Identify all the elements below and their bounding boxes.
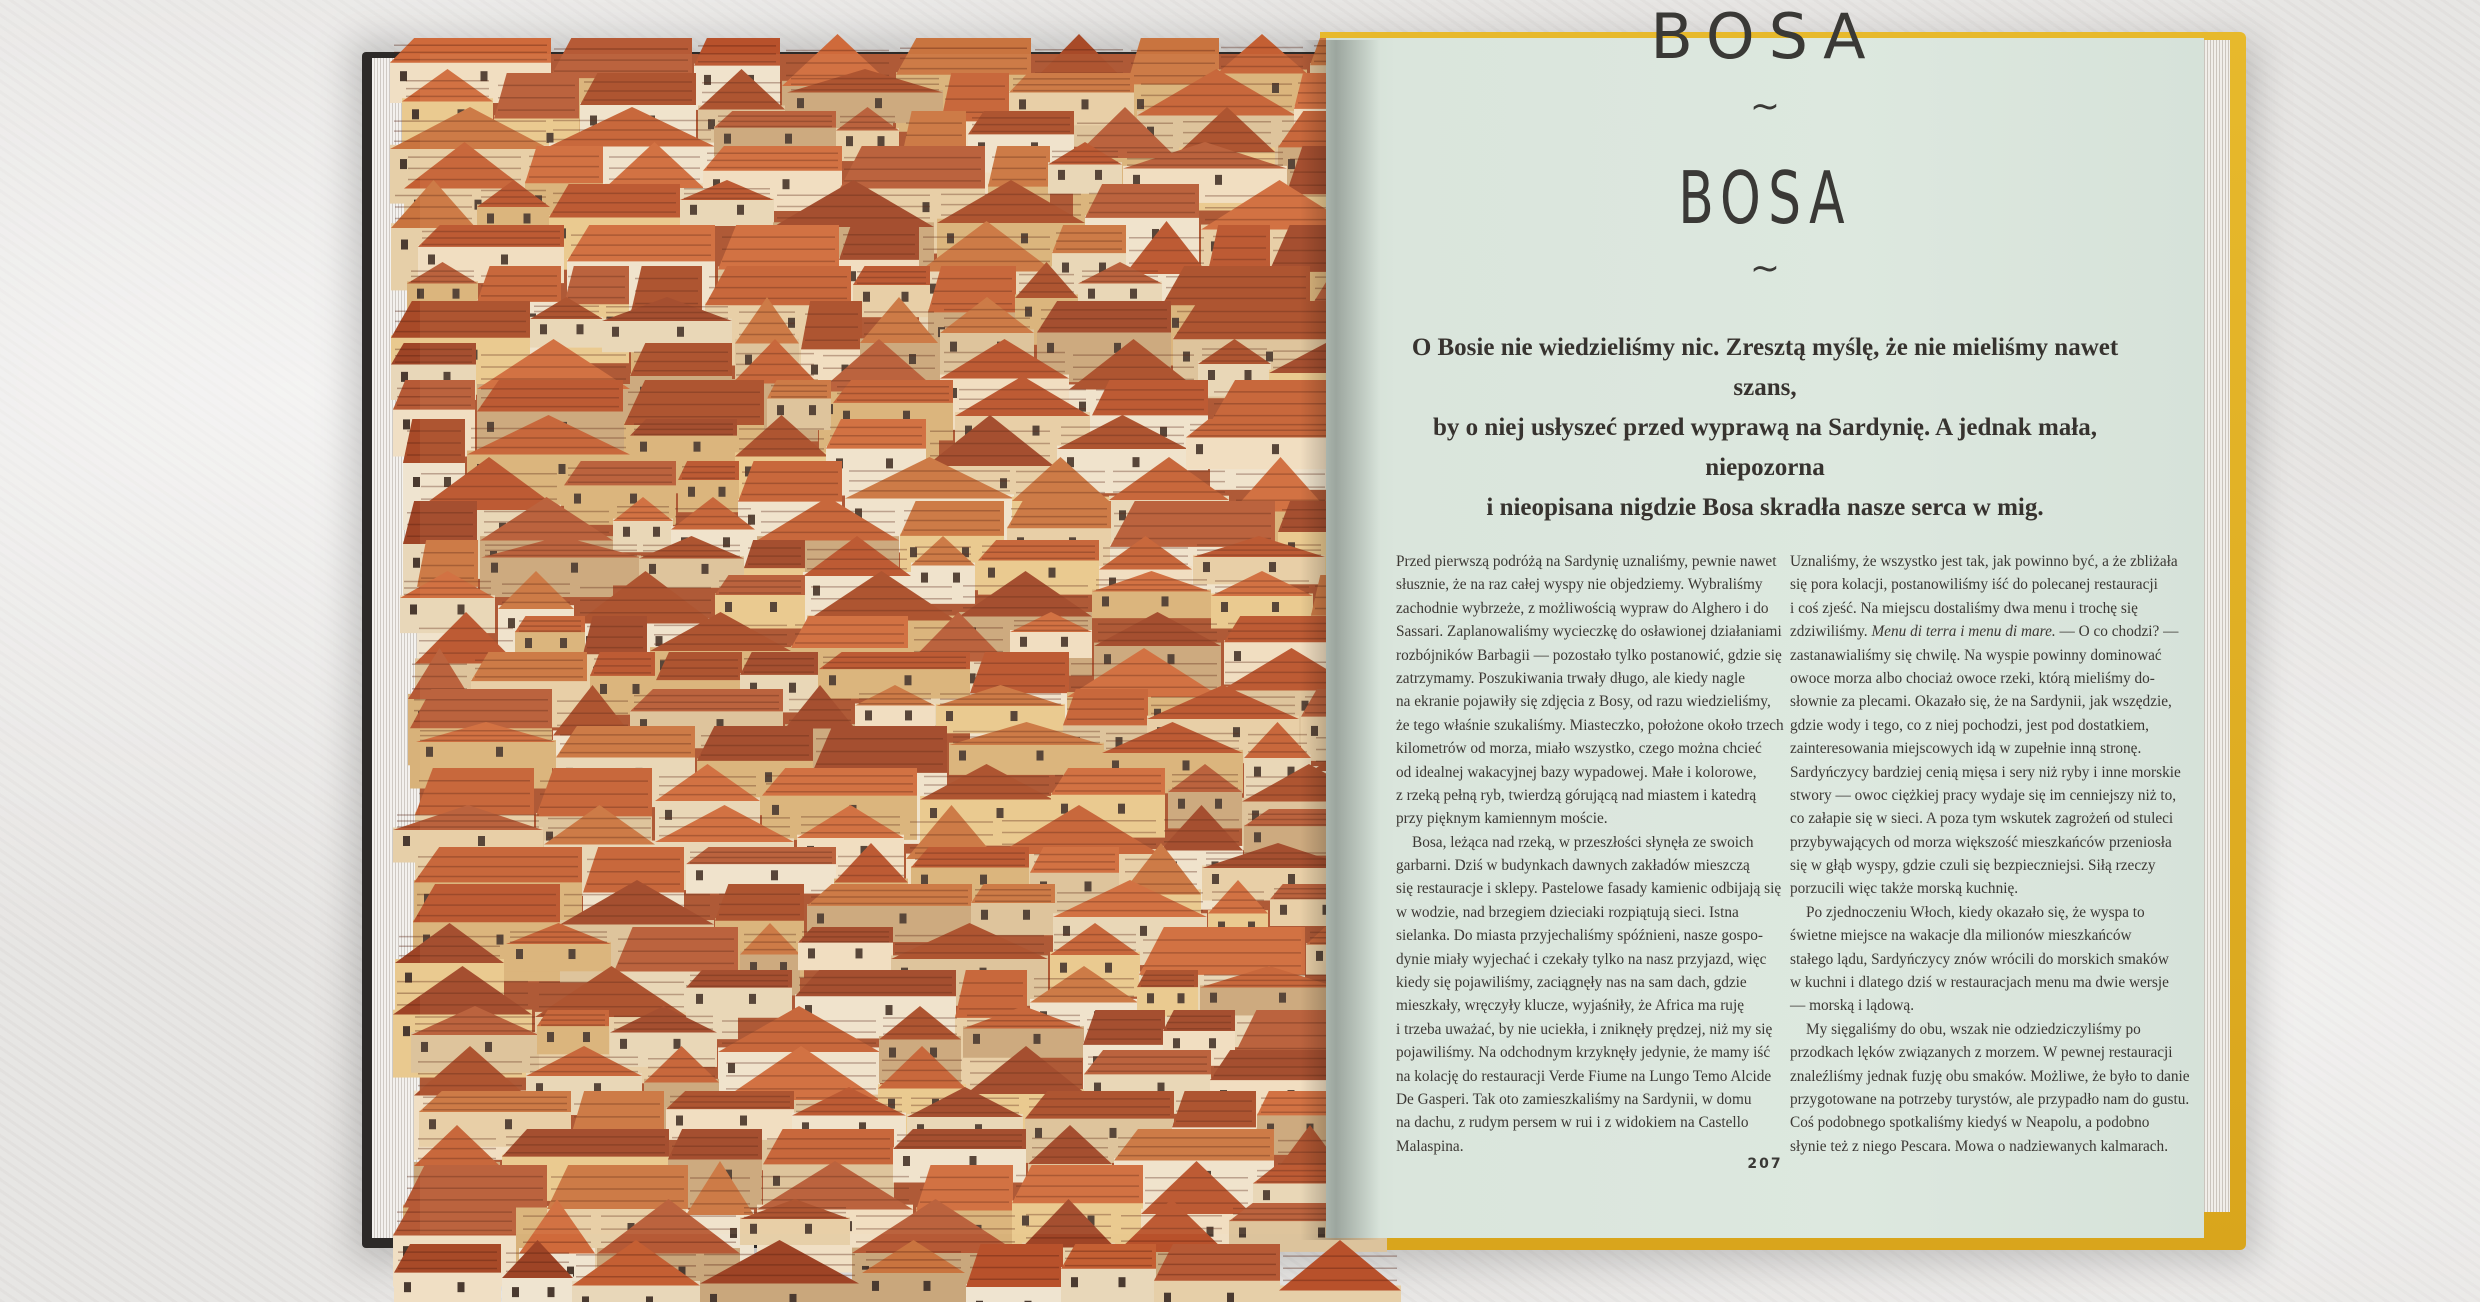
text-line: z rzeką pełną ryb, twierdzą górującą nad miastem i katedrą xyxy=(1396,786,1757,804)
text-line: znaleźliśmy jednak fuzję obu smaków. Możliwe, że było to danie xyxy=(1790,1067,2190,1085)
body-column-right xyxy=(1790,550,2190,1158)
text-line: przy pięknym kamiennym moście. xyxy=(1396,810,1608,828)
text-line: świetne miejsce na wakacje dla milionów mieszkańców xyxy=(1790,927,2132,945)
text-line: sielanka. Do miasta przyjechaliśmy spóźnieni, nasze gospo- xyxy=(1396,927,1764,945)
text-line: pojawiliśmy. Na odchodnym krzyknęły jedynie, że mamy iść xyxy=(1396,1044,1771,1062)
text-line: przodkach lęków związanych z morzem. W pewnej restauracji xyxy=(1790,1044,2173,1062)
text-line: w kuchni i dlatego dziś w restauracjach menu ma dwie wersje xyxy=(1790,974,2169,992)
chapter-title: BOSA xyxy=(1678,156,1852,240)
text-line: od idealnej wakacyjnej bazy wypadowej. Małe i kolorowe, xyxy=(1396,763,1757,781)
text-line: na ekranie pojawiły się zdjęcia z Bosy, od razu wiedzieliśmy, xyxy=(1396,693,1771,711)
text-line: Po zjednoczeniu Włoch, kiedy okazało się, że wyspa to xyxy=(1806,903,2145,921)
text-line: kilometrów od morza, miało wszystko, czego można chcieć xyxy=(1396,740,1762,758)
text-line: słusznie, że na raz całej wyspy nie objedziemy. Wybraliśmy xyxy=(1396,576,1763,594)
page-number: 207 xyxy=(1747,1156,1783,1172)
text-line: i coś zjeść. Na miejscu dostaliśmy dwa menu i trochę się xyxy=(1790,599,2138,617)
text-line: dynie miały wyjechać i czekały tylko na nasz przyjazd, więc xyxy=(1396,950,1767,968)
text-line: zdziwiliśmy. Menu di terra i menu di mare. — O co chodzi? — xyxy=(1790,623,2179,641)
text-line: Bosa, leżąca nad rzeką, w przeszłości słynęła ze swoich xyxy=(1412,833,1754,851)
text-line: De Gasperi. Tak oto zamieszkaliśmy na Sardynii, w domu xyxy=(1396,1090,1752,1108)
text-line: garbarni. Dziś w budynkach dawnych zakładów mieszczą xyxy=(1396,857,1750,875)
text-line: w wodzie, nad brzegiem dzieciaki rozpiątują sieci. Istna xyxy=(1396,903,1739,921)
text-line: My sięgaliśmy do obu, wszak nie odziedziczyliśmy po xyxy=(1806,1020,2141,1038)
text-line: gdzie wody i tego, co z niej pochodzi, jest pod dostatkiem, xyxy=(1790,716,2149,734)
text-line: Przed pierwszą podróżą na Sardynię uznaliśmy, pewnie nawet xyxy=(1396,553,1777,570)
text-line: — morską i lądową. xyxy=(1790,997,1915,1015)
text-line: przybywających od morza większość mieszkańców przeniosła xyxy=(1790,833,2172,851)
text-line: się restauracje i sklepy. Pastelowe fasady kamienic odbijają się xyxy=(1396,880,1782,898)
body-column-left xyxy=(1396,550,1784,1158)
text-line: stałego lądu, Sardyńczycy znów wrócili do morskich smaków xyxy=(1790,950,2169,968)
text-line: Coś podobnego spotkaliśmy kiedyś w Neapolu, a podobno xyxy=(1790,1114,2150,1132)
text-line: Sardyńczycy bardziej cenią mięsa i sery niż ryby i inne morskie xyxy=(1790,763,2181,781)
text-line: się w głąb wyspy, gdzie czuli się bezpieczniejsi. Siłą rzeczy xyxy=(1790,857,2156,875)
text-line: porzucili więc także morską kuchnię. xyxy=(1790,880,2019,898)
text-line: się pora kolacji, postanowiliśmy iść do polecanej restauracji xyxy=(1790,576,2158,594)
text-line: stwory — owoc ciężkiej pracy wydaje się im cenniejszy niż to, xyxy=(1790,786,2177,804)
tilde-ornament-top: ~ xyxy=(1749,86,1781,127)
text-line: Malaspina. xyxy=(1396,1137,1464,1155)
text-line: Sassari. Zaplanowaliśmy wycieczkę do osławionej działaniami xyxy=(1396,623,1782,641)
text-line: zatrzymamy. Poszukiwania trwały długo, ale kiedy nagle xyxy=(1396,669,1746,687)
text-line: co załapie się w sieci. A poza tym wskutek zagrożeń od stuleci xyxy=(1790,810,2174,828)
rooftops-illustration xyxy=(420,54,1342,1234)
tilde-ornament-bottom: ~ xyxy=(1749,248,1781,289)
text-line: na kolację do restauracji Verde Fiume na Lungo Temo Alcide xyxy=(1396,1067,1772,1085)
text-line: i trzeba uważać, by nie uciekła, i zniknęły prędzej, niż my się xyxy=(1396,1020,1773,1038)
lead-line: i nieopisana nigdzie Bosa skradła nasze serca w mig. xyxy=(1486,494,2044,521)
chapter-title-previous: BOSA xyxy=(1650,0,1880,73)
text-line: owoce morza albo chociaż owoce rzeki, którą mieliśmy do- xyxy=(1790,669,2155,687)
rooftops-photo xyxy=(420,54,1342,1234)
text-line: kiedy się pojawiliśmy, zaciągnęły nas na sam dach, gdzie xyxy=(1396,974,1747,992)
right-page xyxy=(1326,0,2204,1238)
text-line: że tego właśnie szukaliśmy. Miasteczko, położone około trzech xyxy=(1396,716,1784,734)
text-line: Uznaliśmy, że wszystko jest tak, jak powinno być, a że zbliżała xyxy=(1790,553,2178,570)
text-line: słynie też z niego Pescara. Mowa o nadziewanych kalmarach. xyxy=(1790,1137,2169,1155)
lead-line: by o niej usłyszeć przed wyprawą na Sardynię. A jednak mała, niepozorna xyxy=(1433,414,2097,481)
text-line: przygotowane na potrzeby turystów, ale przypadło nam do gustu. xyxy=(1790,1090,2190,1108)
text-line: rozbójników Barbagii — pozostało tylko postanowić, gdzie się xyxy=(1396,646,1782,664)
text-line: mieszkały, wręczyły klucze, wyjaśniły, że Africa ma ruję xyxy=(1396,997,1744,1015)
text-line: na dachu, z rudym persem w rui i z widokiem na Castello xyxy=(1396,1114,1749,1132)
text-line: zastanawialiśmy się chwilę. Na wyspie powinny dominować xyxy=(1790,646,2162,664)
text-line: zainteresowania miejscowych idą w zupełnie inną stronę. xyxy=(1790,740,2142,758)
text-line: zachodnie wybrzeże, z możliwością wypraw do Alghero i do xyxy=(1396,599,1769,617)
text-line: słownie za plecami. Okazało się, że na Sardynii, jak wszędzie, xyxy=(1790,693,2172,711)
lead-paragraph xyxy=(1382,328,2148,528)
lead-line: O Bosie nie wiedzieliśmy nic. Zresztą myślę, że nie mieliśmy nawet szans, xyxy=(1411,334,2119,401)
